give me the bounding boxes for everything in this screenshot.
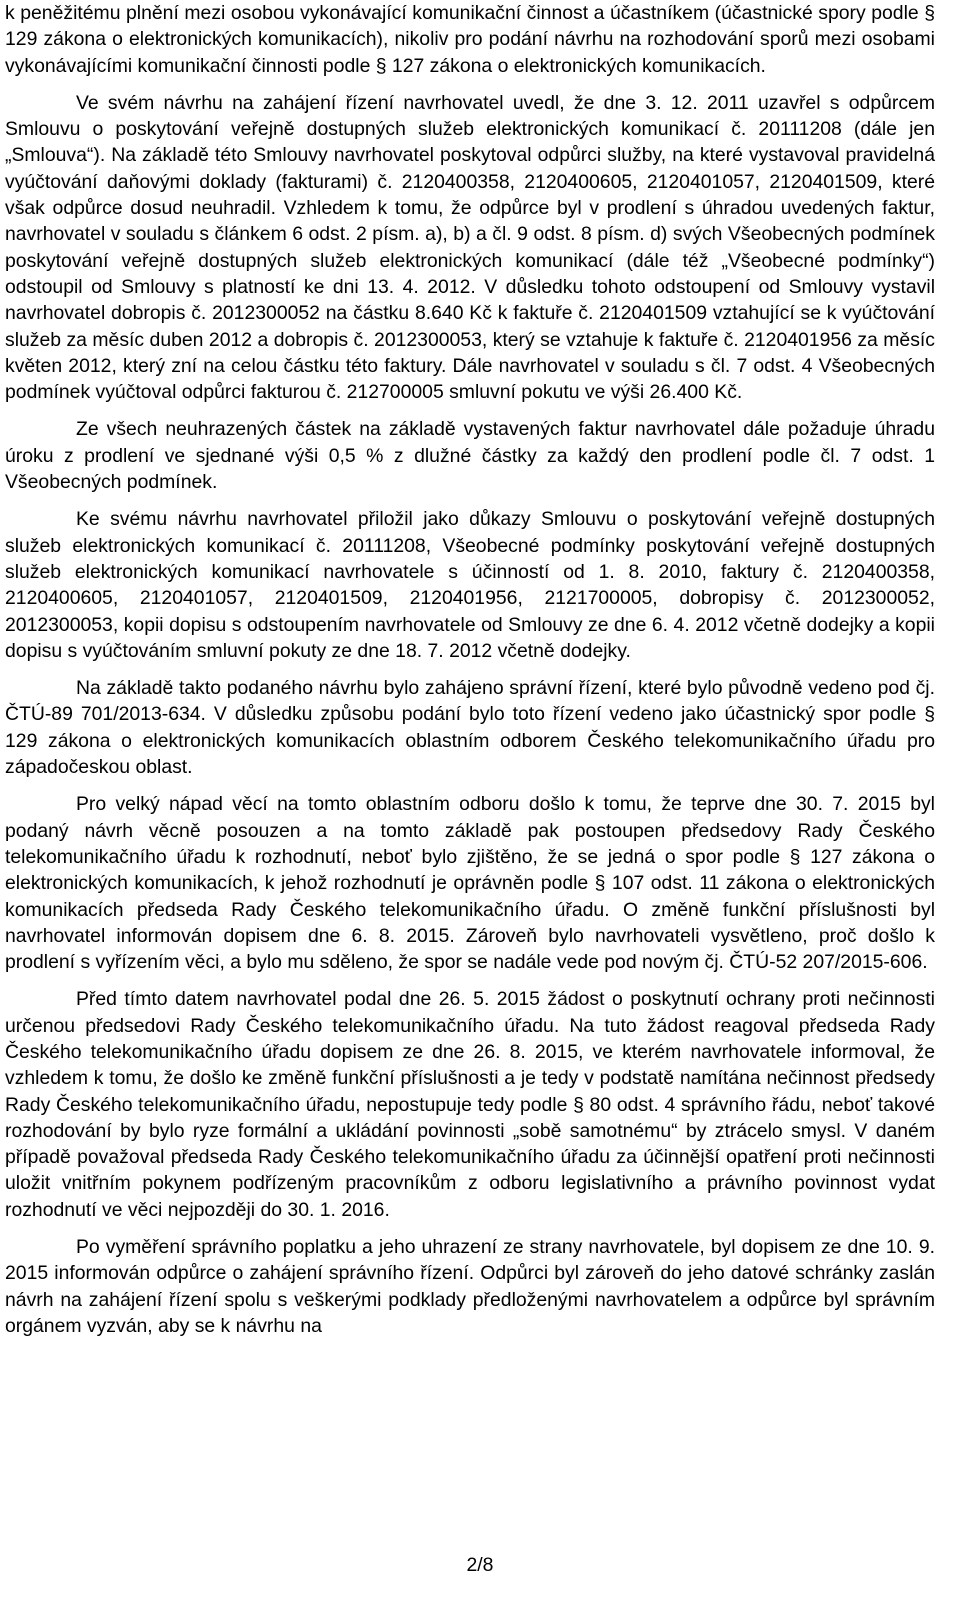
- paragraph-4: Ke svému návrhu navrhovatel přiložil jako důkazy Smlouvu o poskytování veřejně dostupných služeb elektronických komunikací č. 20111208, Všeobecné podmínky poskytování veřejně dostupných služeb elektronických komunikací navrhovatele s účinností od 1. 8. 2010, faktury č. 2120400358, 2120400605, 2120401057, 2120401509, 2120401956, 2121700005, dobropisy č. 2012300052, 2012300053, kopii dopisu s odstoupením navrhovatele od Smlouvy ze dne 6. 4. 2012 včetně dodejky a kopii dopisu s vyúčtováním smluvní pokuty ze dne 18. 7. 2012 včetně dodejky.: [5, 508, 935, 662]
- paragraph-1: k peněžitému plnění mezi osobou vykonávající komunikační činnost a účastníkem (účastnické spory podle § 129 zákona o elektronických komunikacích), nikoliv pro podání návrhu na rozhodování sporů mezi osobami vykonávajícími komunikační činnosti podle § 127 zákona o elektronických komunikacích.: [5, 2, 935, 77]
- paragraph-8: Po vyměření správního poplatku a jeho uhrazení ze strany navrhovatele, byl dopisem ze dne 10. 9. 2015 informován odpůrce o zahájení správního řízení. Odpůrci byl zároveň do jeho datové schránky zaslán návrh na zahájení řízení spolu s veškerými podklady předloženými navrhovatelem a odpůrce byl správním orgánem vyzván, aby se k návrhu na: [5, 1236, 935, 1337]
- page-number: 2/8: [466, 1554, 494, 1576]
- paragraph-6: Pro velký nápad věcí na tomto oblastním odboru došlo k tomu, že teprve dne 30. 7. 2015 byl podaný návrh věcně posouzen a na tomto základě pak postoupen předsedovy Rady Českého telekomunikačního úřadu k rozhodnutí, neboť bylo zjištěno, že se jedná o spor podle § 127 zákona o elektronických komunikacích, k jehož rozhodnutí je oprávněn podle § 107 odst. 11 zákona o elektronických komunikacích předseda Rady Českého telekomunikačního úřadu. O změně funkční příslušnosti byl navrhovatel informován dopisem dne 6. 8. 2015. Zároveň bylo navrhovateli vysvětleno, proč došlo k prodlení s vyřízením věci, a bylo mu sděleno, že spor se nadále vede pod novým čj. ČTÚ-52 207/2015-606.: [5, 793, 935, 974]
- paragraph-3: Ze všech neuhrazených částek na základě vystavených faktur navrhovatel dále požaduje úhradu úroku z prodlení ve sjednané výši 0,5 % z dlužné částky za každý den prodlení podle čl. 7 odst. 1 Všeobecných podmínek.: [5, 418, 935, 494]
- paragraph-5: Na základě takto podaného návrhu bylo zahájeno správní řízení, které bylo původně vedeno pod čj. ČTÚ-89 701/2013-634. V důsledku způsobu podání bylo toto řízení vedeno jako účastnický spor podle § 129 zákona o elektronických komunikacích oblastním odborem Českého telekomunikačního úřadu pro západočeskou oblast.: [5, 677, 935, 779]
- document-page: [5, 0, 935, 1339]
- paragraph-2: Ve svém návrhu na zahájení řízení navrhovatel uvedl, že dne 3. 12. 2011 uzavřel s odpůrcem Smlouvu o poskytování veřejně dostupných služeb elektronických komunikací č. 20111208 (dále jen „Smlouva“). Na základě této Smlouvy navrhovatel poskytoval odpůrci služby, na které vystavoval pravidelná vyúčtování daňovými doklady (fakturami) č. 2120400358, 2120400605, 2120401057, 2120401509, které však odpůrce dosud neuhradil. Vzhledem k tomu, že odpůrce byl v prodlení s úhradou uvedených faktur, navrhovatel v souladu s článkem 6 odst. 2 písm. a), b) a čl. 9 odst. 8 písm. d) svých Všeobecných podmínek poskytování veřejně dostupných služeb elektronických komunikací (dále též „Všeobecné podmínky“) odstoupil od Smlouvy s platností ke dni 13. 4. 2012. V důsledku tohoto odstoupení od Smlouvy vystavil navrhovatel dobropis č. 2012300052 na částku 8.640 Kč k faktuře č. 2120401509 vztahující se k vyúčtování služeb za měsíc duben 2012 a dobropis č. 2012300053, který se vztahuje k faktuře č. 2120401956 za měsíc květen 2012, který zní na celou částku této faktury. Dále navrhovatel v souladu s čl. 7 odst. 4 Všeobecných podmínek vyúčtoval odpůrci fakturou č. 212700005 smluvní pokutu ve výši 26.400 Kč.: [5, 91, 935, 404]
- paragraph-7: Před tímto datem navrhovatel podal dne 26. 5. 2015 žádost o poskytnutí ochrany proti nečinnosti určenou předsedovi Rady Českého telekomunikačního úřadu. Na tuto žádost reagoval předseda Rady Českého telekomunikačního úřadu dopisem ze dne 26. 8. 2015, ve kterém navrhovatele informoval, že vzhledem k tomu, že došlo ke změně funkční příslušnosti a je tedy v podstatě namítána nečinnost předsedy Rady Českého telekomunikačního úřadu, nepostupuje tedy podle § 80 odst. 4 správního řádu, neboť takové rozhodování by bylo ryze formální a ukládání povinnosti „sobě samotnému“ by ztrácelo smysl. V daném případě považoval předseda Rady Českého telekomunikačního úřadu za účinnější opatření proti nečinnosti uložit vnitřním pokynem podřízeným pracovníkům z odboru legislativního a právního povinnost vydat rozhodnutí ve věci nejpozději do 30. 1. 2016.: [5, 988, 935, 1221]
